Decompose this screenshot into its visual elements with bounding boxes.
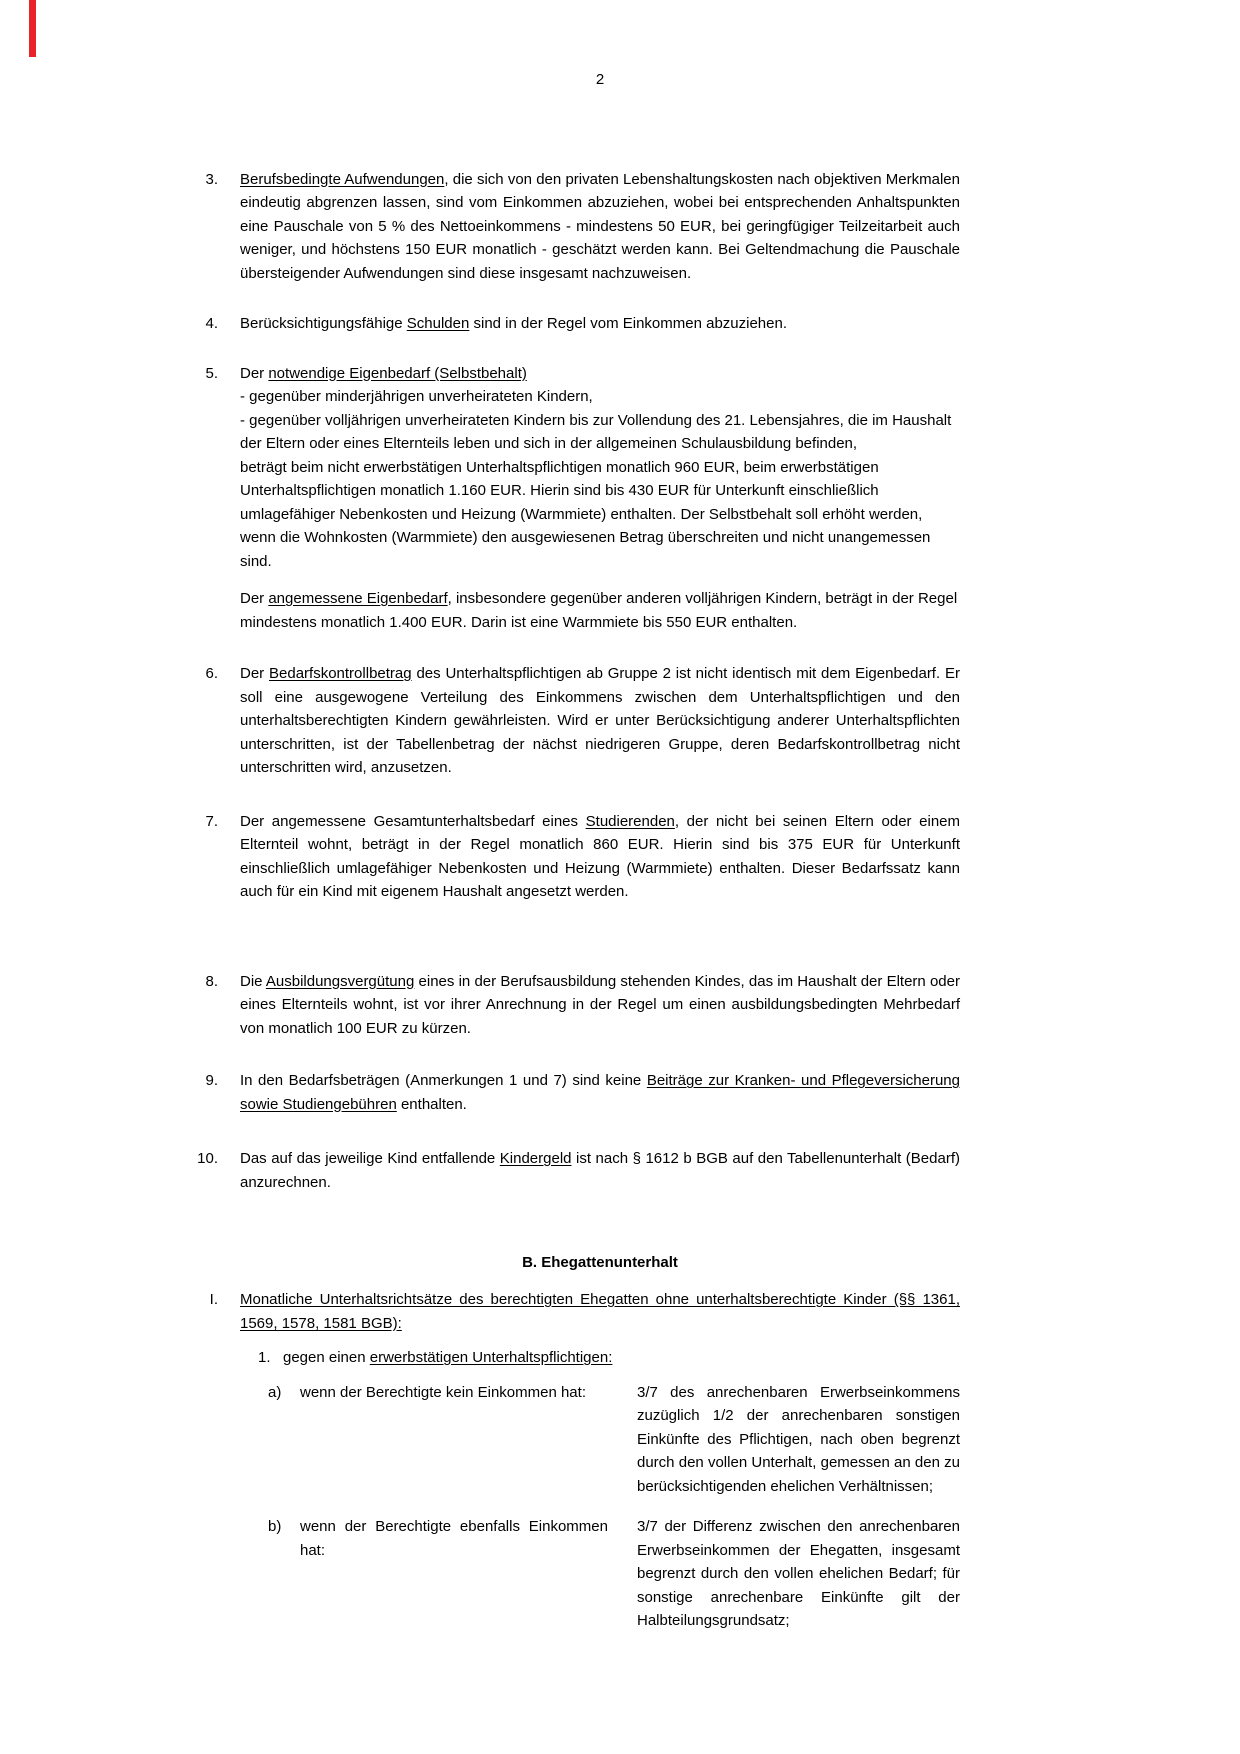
- case-rule: 3/7 der Differenz zwischen den anrechenbaren Erwerbseinkommen der Ehegatten, insgesamt begrenzt durch den vollen ehelichen Bedarf; für sonstige anrechenbare Einkünfte gilt der Halbteilungsgrundsatz;: [637, 1518, 960, 1629]
- numbered-items-list: [180, 168, 960, 1195]
- text-segment: Der: [240, 364, 269, 382]
- section-b-heading: B. Ehegattenunterhalt: [522, 1254, 678, 1271]
- case-row: [268, 1515, 960, 1633]
- numbered-item: [180, 362, 960, 635]
- text-segment: eines in der Berufsausbildung stehenden Kindes, das im Haushalt der Eltern oder eines Elternteils wohnt, ist vor ihrer Anrechnung in der Regel um einen ausbildungsbedingten Mehrbedarf von monatlich 100 EUR zu kürzen.: [240, 972, 960, 1037]
- underlined-text: erwerbstätigen Unterhaltspflichtigen:: [369, 1349, 613, 1366]
- item-paragraph: [240, 810, 960, 904]
- red-margin-mark: [29, 0, 36, 57]
- item-body: [240, 362, 960, 635]
- case-condition: wenn der Berechtigte kein Einkommen hat:: [300, 1383, 586, 1401]
- underlined-text: Kindergeld: [499, 1150, 572, 1167]
- roman-item-marker: I.: [209, 1291, 218, 1308]
- case-marker: b): [268, 1518, 282, 1535]
- item-paragraph: [240, 168, 960, 286]
- underlined-text: Beiträge zur Kranken- und Pflegeversicherung sowie Studiengebühren: [240, 1072, 960, 1113]
- underlined-text: angemessene Eigenbedarf: [268, 590, 448, 607]
- text-segment: sind in der Regel vom Einkommen abzuziehen.: [469, 315, 787, 332]
- item-paragraph: [240, 1147, 960, 1194]
- underlined-text: Schulden: [406, 315, 470, 332]
- item-paragraph: [240, 662, 960, 780]
- numbered-item: [180, 810, 960, 904]
- text-segment: beträgt beim nicht erwerbstätigen Unterhaltspflichtigen monatlich 960 EUR, beim erwerbstätigen Unterhaltspflichtigen monatlich 1.160 EUR. Hierin sind bis 430 EUR für Unterkunft einschließlich umlagefähiger Nebenkosten und Heizung (Warmmiete) enthalten. Der Selbstbehalt soll erhöht werden, wenn die Wohnkosten (Warmmiete) den ausgewiesenen Betrag überschreiten und nicht unangemessen sind.: [240, 458, 931, 570]
- text-segment: Der: [240, 665, 270, 682]
- section-b-body: [180, 1288, 960, 1650]
- item-body: [240, 810, 960, 904]
- item-marker: 7.: [205, 812, 218, 830]
- item-marker: 3.: [205, 170, 218, 188]
- item-body: [240, 168, 960, 286]
- text-segment: Berücksichtigungsfähige: [240, 315, 407, 332]
- item-marker: 5.: [205, 364, 218, 382]
- numbered-item: [180, 1147, 960, 1194]
- numbered-item: [180, 970, 960, 1041]
- item-paragraph: [240, 362, 960, 386]
- case-marker: a): [268, 1383, 282, 1401]
- item-marker: 8.: [205, 972, 218, 990]
- underlined-text: Monatliche Unterhaltsrichtsätze des berechtigten Ehegatten ohne unterhaltsberechtigte Kinder (§§ 1361, 1569, 1578, 1581 BGB):: [240, 1291, 960, 1332]
- item-body: [240, 662, 960, 780]
- item-paragraph: [240, 970, 960, 1041]
- item-paragraph: [240, 587, 960, 634]
- item-paragraph: [240, 409, 960, 456]
- text-segment: enthalten.: [396, 1095, 467, 1113]
- text-segment: ist nach § 1612 b BGB auf den Tabellenunterhalt (Bedarf) anzurechnen.: [240, 1150, 960, 1191]
- item-paragraph: [240, 385, 960, 409]
- text-segment: Der angemessene Gesamtunterhaltsbedarf eines: [240, 812, 586, 830]
- underlined-text: Studierenden: [585, 812, 675, 830]
- underlined-text: Berufsbedingte Aufwendungen: [240, 170, 445, 188]
- underlined-text: Bedarfskontrollbetrag: [269, 665, 412, 682]
- item-paragraph: [240, 1069, 960, 1116]
- text-segment: - gegenüber minderjährigen unverheirateten Kindern,: [240, 388, 593, 405]
- item-body: [240, 970, 960, 1041]
- numbered-item: [180, 312, 960, 336]
- text-segment: des Unterhaltspflichtigen ab Gruppe 2 ist nicht identisch mit dem Eigenbedarf. Er soll eine ausgewogene Verteilung des Einkommens zwischen dem Unterhaltspflichtigen und den unterhaltsberechtigten Kindern gewährleisten. Wird er unter Berücksichtigung anderer Unterhaltspflichten unterschritten, ist der Tabellenbetrag der nächst niedrigeren Gruppe, deren Bedarfskontrollbetrag nicht unterschritten wird, anzusetzen.: [240, 665, 960, 776]
- underlined-text: Ausbildungsvergütung: [265, 972, 415, 990]
- numbered-item: [180, 662, 960, 780]
- numbered-item: [180, 168, 960, 286]
- text-segment: Das auf das jeweilige Kind entfallende: [240, 1150, 500, 1167]
- item-marker: 9.: [205, 1072, 218, 1089]
- item-body: [240, 312, 960, 336]
- item-marker: 4.: [205, 315, 218, 332]
- case-rule: 3/7 des anrechenbaren Erwerbseinkommens zuzüglich 1/2 der anrechenbaren sonstigen Einkünfte des Pflichtigen, nach oben begrenzt durch den vollen Unterhalt, gemessen an den zu berücksichtigenden ehelichen Verhältnissen;: [637, 1383, 960, 1495]
- text-segment: , die sich von den privaten Lebenshaltungskosten nach objektiven Merkmalen eindeutig abgrenzen lassen, sind vom Einkommen abzuziehen, wobei bei entsprechenden Anhaltspunkten eine Pauschale von 5 % des Nettoeinkommens - mindestens 50 EUR, bei geringfügiger Teilzeitarbeit auch weniger, und höchstens 150 EUR monatlich - geschätzt werden kann. Bei Geltendmachung die Pauschale übersteigender Aufwendungen sind diese insgesamt nachzuweisen.: [240, 170, 960, 282]
- text-segment: Der: [240, 590, 269, 607]
- sub-item: [258, 1346, 960, 1370]
- text-segment: , insbesondere gegenüber anderen volljährigen Kindern, beträgt in der Regel mindestens monatlich 1.400 EUR. Darin ist eine Warmmiete bis 550 EUR enthalten.: [240, 590, 958, 631]
- numbered-item: [180, 1069, 960, 1116]
- case-row: [268, 1381, 960, 1499]
- case-condition: wenn der Berechtigte ebenfalls Einkommen hat:: [300, 1518, 608, 1559]
- roman-item: [180, 1288, 960, 1650]
- roman-item-title: [240, 1288, 960, 1335]
- item-marker: 10.: [197, 1150, 218, 1167]
- item-paragraph: [240, 312, 960, 336]
- text-segment: , der nicht bei seinen Eltern oder einem Elternteil wohnt, beträgt in der Regel monatlich 860 EUR. Hierin sind bis 375 EUR für Unterkunft einschließlich umlagefähiger Nebenkosten und Heizung (Warmmiete) enthalten. Dieser Bedarfssatz kann auch für ein Kind mit eigenem Haushalt angesetzt werden.: [240, 812, 960, 900]
- item-paragraph: [240, 456, 960, 574]
- text-segment: In den Bedarfsbeträgen (Anmerkungen 1 und 7) sind keine: [240, 1072, 647, 1089]
- item-body: [240, 1069, 960, 1116]
- sub-item-marker: 1.: [258, 1349, 271, 1366]
- page-number: 2: [595, 71, 605, 88]
- underlined-text: notwendige Eigenbedarf (Selbstbehalt): [268, 364, 527, 382]
- item-body: [240, 1147, 960, 1194]
- roman-item-body: [240, 1288, 960, 1650]
- sub-item-title: [283, 1346, 960, 1370]
- text-segment: gegen einen: [283, 1349, 370, 1366]
- text-segment: Die: [240, 972, 266, 990]
- item-marker: 6.: [205, 665, 218, 682]
- text-segment: - gegenüber volljährigen unverheirateten Kindern bis zur Vollendung des 21. Lebensjahres, die im Haushalt der Eltern oder eines Elternteils leben und sich in der allgemeinen Schulausbildung befinden,: [240, 411, 952, 452]
- sub-item-body: [283, 1346, 960, 1370]
